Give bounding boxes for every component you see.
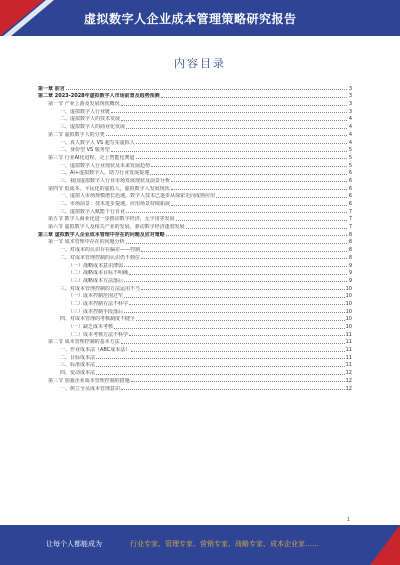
- toc-leader-dots: [171, 204, 347, 206]
- toc-leader-dots: [136, 142, 347, 144]
- toc-entry-title: 第二节 成本管理控制的基本方法: [48, 339, 120, 346]
- toc-entry-title: 第三节 行业AI化进程，走上智能化赛道: [48, 154, 135, 161]
- toc-entry[interactable]: [38, 307, 352, 315]
- toc-entry-page: 10: [345, 316, 352, 323]
- toc-entry[interactable]: [38, 253, 352, 261]
- toc-entry-title: 第三节 加强企业成本管理控制的措施: [48, 377, 130, 384]
- toc-entry-page: 7: [348, 208, 352, 215]
- toc-leader-dots: [124, 265, 347, 267]
- toc-entry[interactable]: [38, 215, 352, 223]
- toc-leader-dots: [111, 150, 347, 152]
- toc-entry[interactable]: [38, 238, 352, 246]
- toc-entry[interactable]: [38, 322, 352, 330]
- toc-entry-page: 12: [345, 370, 352, 377]
- toc-leader-dots: [114, 327, 345, 329]
- report-title: 虚拟数字人企业成本管理策略研究报告: [84, 12, 297, 26]
- toc-entry[interactable]: [38, 284, 352, 292]
- toc-entry-title: 二、AI+虚拟数字人，助力行业发展提速: [60, 170, 150, 177]
- toc-entry-page: 10: [345, 308, 352, 315]
- toc-entry-page: 9: [348, 277, 352, 284]
- toc-leader-dots: [106, 134, 347, 136]
- header-banner: [0, 0, 400, 36]
- toc-leader-dots: [124, 280, 347, 282]
- toc-leader-dots: [131, 350, 344, 352]
- toc-entry-title: 三、虚拟数字人赋能千行百业: [60, 208, 126, 215]
- toc-entry-title: 三、我国虚拟数字人行业市场发展现状及前景分析: [60, 177, 171, 184]
- toc-entry[interactable]: [38, 276, 352, 284]
- toc-entry[interactable]: [38, 92, 352, 100]
- toc-entry[interactable]: [38, 361, 352, 369]
- toc-entry[interactable]: [38, 184, 352, 192]
- toc-leader-dots: [131, 380, 345, 382]
- toc-heading: 内容目录: [174, 57, 226, 70]
- toc-leader-dots: [141, 250, 347, 252]
- toc-entry-page: 4: [348, 139, 352, 146]
- toc-leader-dots: [129, 273, 347, 275]
- toc-entry-page: 12: [345, 377, 352, 384]
- toc-entry-page: 5: [348, 147, 352, 154]
- toc-entry[interactable]: [38, 345, 352, 353]
- toc-entry-title: 一、虚拟人市场规模增长迅速，数字人技术已逐步从探索走向成熟应用: [60, 193, 216, 200]
- toc-entry-page: 11: [345, 362, 352, 369]
- toc-leader-dots: [141, 288, 345, 290]
- toc-entry-title: 第二节 虚拟数字人的分类: [48, 131, 105, 138]
- toc-entry-title: （二）成本考核方法不科学: [68, 331, 129, 338]
- toc-entry-page: 9: [348, 262, 352, 269]
- toc-entry-title: 二、虚拟数字人的技术发展: [60, 116, 121, 123]
- toc-leader-dots: [166, 234, 347, 236]
- toc-entry-page: 10: [345, 293, 352, 300]
- toc-entry-title: 三、虚拟数字人的商业化发展: [60, 124, 126, 131]
- toc-entry-page: 4: [348, 131, 352, 138]
- toc-entry-title: 一、虚拟数字人行业链: [60, 108, 111, 115]
- toc-entry[interactable]: [38, 384, 352, 392]
- toc-leader-dots: [121, 388, 345, 390]
- toc-entry-title: 四、变动成本法: [60, 370, 96, 377]
- toc-entry-title: 一、真人数字人 VS 超写实虚拟人: [60, 139, 135, 146]
- toc-entry[interactable]: [38, 330, 352, 338]
- toc-entry-page: 10: [345, 285, 352, 292]
- toc-leader-dots: [216, 196, 347, 198]
- toc-entry-page: 3: [348, 101, 352, 108]
- toc-entry-page: 8: [348, 239, 352, 246]
- toc-leader-dots: [171, 180, 347, 182]
- toc-leader-dots: [96, 365, 345, 367]
- toc-leader-dots: [151, 165, 347, 167]
- toc-entry-title: 第一章 前言: [38, 85, 65, 92]
- toc-entry-title: 第五节 数字人商业化进一步推动数字经济，元宇宙等发展: [48, 216, 175, 223]
- toc-entry-page: 5: [348, 154, 352, 161]
- toc-entry-title: 第四节 低成本、平民化的虚拟人，虚拟数字人发展现状: [48, 185, 170, 192]
- toc-entry[interactable]: [38, 299, 352, 307]
- toc-entry-title: 第三章 虚拟数字人企业成本管理中存在的问题及应对策略: [38, 231, 165, 238]
- table-of-contents: [38, 84, 352, 392]
- toc-entry[interactable]: [38, 122, 352, 130]
- toc-entry[interactable]: [38, 222, 352, 230]
- toc-entry-title: （二）战略成本目标不明确: [68, 270, 129, 277]
- toc-entry-page: 11: [345, 339, 352, 346]
- toc-entry-page: 8: [348, 231, 352, 238]
- toc-entry[interactable]: [38, 368, 352, 376]
- toc-entry-page: 10: [345, 324, 352, 330]
- toc-entry-title: 三、标准成本法: [60, 362, 96, 369]
- toc-entry-page: 7: [348, 216, 352, 223]
- toc-entry-page: 12: [345, 385, 352, 392]
- toc-entry-title: 第一节 成本管理中存在的问题分析: [48, 239, 125, 246]
- toc-entry[interactable]: [38, 146, 352, 154]
- toc-leader-dots: [161, 96, 347, 98]
- toc-leader-dots: [96, 357, 345, 359]
- toc-entry-title: 一、虚拟数字人行业现状及未来发展趋势: [60, 162, 151, 169]
- toc-leader-dots: [124, 296, 345, 298]
- toc-leader-dots: [129, 334, 345, 336]
- toc-leader-dots: [150, 173, 347, 175]
- toc-leader-dots: [111, 111, 347, 113]
- toc-entry-page: 6: [348, 185, 352, 192]
- toc-entry[interactable]: [38, 261, 352, 269]
- toc-entry-page: 3: [348, 85, 352, 92]
- toc-entry-page: 3: [348, 93, 352, 100]
- toc-entry-title: 一、树立全员成本管理意识: [60, 385, 121, 392]
- page-number: 1: [346, 517, 350, 523]
- toc-leader-dots: [129, 303, 345, 305]
- toc-entry[interactable]: [38, 269, 352, 277]
- toc-entry[interactable]: [38, 338, 352, 346]
- toc-entry-title: 一、作业成本法（ABC成本法）: [60, 347, 131, 354]
- toc-entry-page: 11: [345, 354, 352, 361]
- toc-leader-dots: [126, 127, 347, 129]
- toc-entry-title: 第二章 2023-2028年虚拟数字人市场前景及趋势预测: [38, 93, 160, 100]
- toc-entry-page: 4: [348, 124, 352, 131]
- toc-entry[interactable]: [38, 176, 352, 184]
- toc-entry[interactable]: [38, 169, 352, 177]
- toc-leader-dots: [121, 119, 347, 121]
- footer-red-accent: [370, 525, 400, 565]
- toc-entry-title: 四、对成本管理的考核制度不健全: [60, 316, 136, 323]
- toc-entry-page: 11: [345, 347, 352, 354]
- toc-entry[interactable]: [38, 199, 352, 207]
- toc-entry-page: 10: [345, 300, 352, 307]
- toc-entry[interactable]: [38, 245, 352, 253]
- toc-leader-dots: [66, 88, 347, 90]
- toc-entry-title: 二、身份型 VS 服务型: [60, 147, 110, 154]
- toc-leader-dots: [176, 219, 347, 221]
- toc-entry-title: 第六节 虚拟数字人及相关产业的发展，驱动数字经济蓬勃发展: [48, 224, 185, 231]
- toc-leader-dots: [96, 373, 345, 375]
- toc-entry[interactable]: [38, 115, 352, 123]
- toc-entry-title: 三、对成本管理控制的方法运用不当: [60, 285, 141, 292]
- footer-slogan: 让每个人都能成为: [46, 540, 102, 548]
- toc-entry-title: 二、市场前景：技术进步提速，应用场景持续拓展: [60, 201, 171, 207]
- toc-leader-dots: [136, 319, 345, 321]
- toc-leader-dots: [121, 342, 345, 344]
- toc-entry-page: 6: [348, 177, 352, 184]
- footer-tags: 行业专家、管理专家、营销专家、战略专家、成本企业家……: [130, 540, 319, 548]
- toc-entry-title: （三）成本控制手段落后: [68, 308, 124, 315]
- toc-entry[interactable]: [38, 153, 352, 161]
- toc-leader-dots: [121, 104, 347, 106]
- toc-entry-title: 一、对成本的认识存在偏差——控制: [60, 247, 141, 254]
- toc-entry[interactable]: [38, 315, 352, 323]
- toc-entry-title: 二、对成本管理控制的认识仍不到位: [60, 254, 141, 261]
- toc-entry-page: 11: [345, 331, 352, 338]
- toc-leader-dots: [124, 311, 345, 313]
- toc-entry-page: 6: [348, 193, 352, 200]
- toc-entry[interactable]: [38, 130, 352, 138]
- toc-entry-page: 3: [348, 108, 352, 115]
- toc-entry-page: 4: [348, 116, 352, 123]
- toc-entry-page: 5: [348, 162, 352, 169]
- toc-entry-title: 第一节 产业上游及发展现状概况: [48, 101, 120, 108]
- toc-entry-title: 二、目标成本法: [60, 354, 96, 361]
- toc-leader-dots: [126, 242, 347, 244]
- toc-entry[interactable]: [38, 292, 352, 300]
- toc-leader-dots: [136, 157, 348, 159]
- toc-leader-dots: [171, 188, 347, 190]
- toc-entry-title: （二）成本控制方法不科学: [68, 300, 129, 307]
- toc-entry[interactable]: [38, 376, 352, 384]
- toc-entry[interactable]: [38, 107, 352, 115]
- toc-entry-page: 6: [348, 201, 352, 207]
- toc-entry-page: 6: [348, 170, 352, 177]
- toc-entry[interactable]: [38, 207, 352, 215]
- toc-entry[interactable]: [38, 192, 352, 200]
- toc-entry[interactable]: [38, 230, 352, 238]
- toc-entry-page: 8: [348, 247, 352, 254]
- toc-entry-page: 7: [348, 224, 352, 231]
- toc-entry-page: 8: [348, 254, 352, 261]
- toc-entry-page: 9: [348, 270, 352, 277]
- toc-entry[interactable]: [38, 84, 352, 92]
- footer-banner: [0, 525, 400, 565]
- toc-entry-title: （一）战略成本意识薄弱: [68, 262, 124, 269]
- toc-leader-dots: [141, 257, 347, 259]
- toc-entry[interactable]: [38, 353, 352, 361]
- toc-entry-title: （一）缺乏成本考核: [68, 324, 114, 330]
- toc-entry[interactable]: [38, 138, 352, 146]
- toc-leader-dots: [186, 227, 347, 229]
- toc-entry[interactable]: [38, 99, 352, 107]
- toc-entry-title: （一）成本控制范围过窄: [68, 293, 124, 300]
- toc-entry-title: （三）战略成本方法落后: [68, 277, 124, 284]
- toc-leader-dots: [126, 211, 347, 213]
- toc-entry[interactable]: [38, 161, 352, 169]
